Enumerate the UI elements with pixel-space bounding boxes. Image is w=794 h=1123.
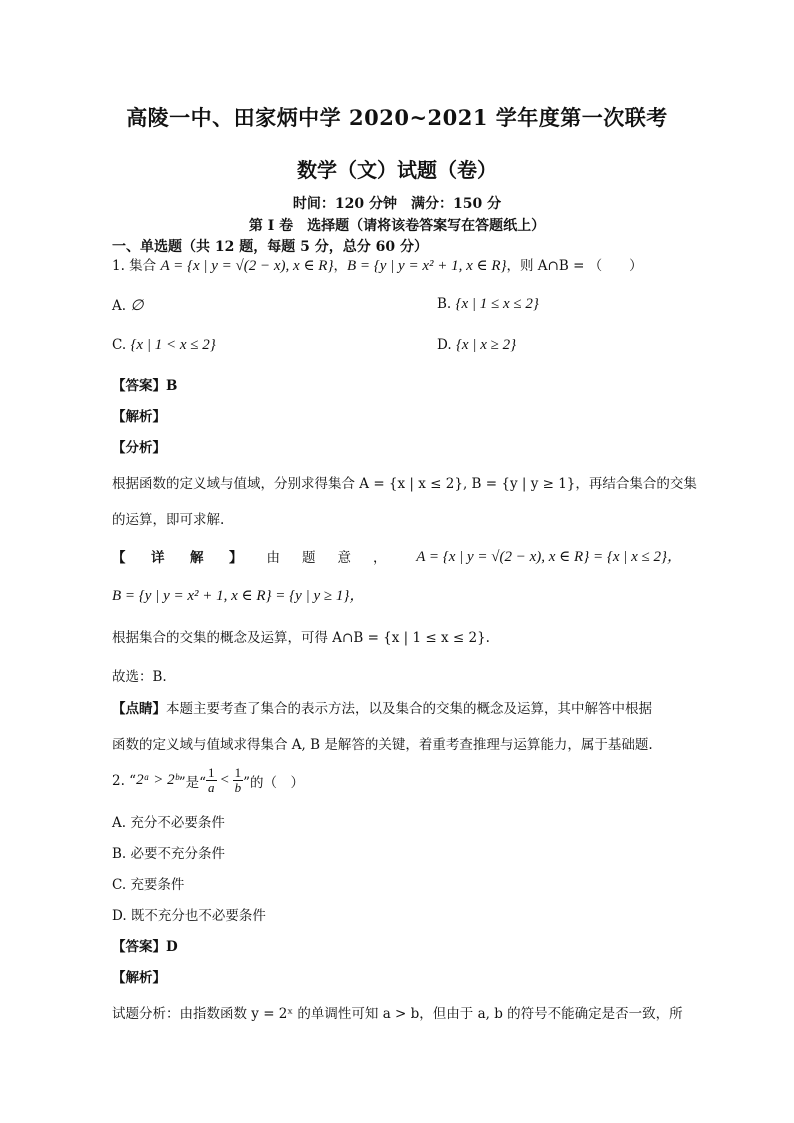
q2-condition-1: 2ᵃ > 2ᵇ (136, 772, 179, 788)
q1-option-d: D. {x | x ≥ 2} (437, 337, 517, 353)
q1-option-c: C. {x | 1 < x ≤ 2} (112, 337, 216, 353)
q2-option-b: B. 必要不充分条件 (112, 846, 226, 862)
q1-set-a: A = {x | y = √(2 − x), x ∈ R} (160, 258, 334, 274)
q2-analysis-line-1: 试题分析：由指数函数 y = 2ˣ 的单调性可知 a > b，但由于 a, b 的符号不能确定是否一致，所 (112, 1006, 683, 1022)
q2-analysis-tag: 【解析】 (112, 970, 166, 986)
q1-fenxi-line-2: 的运算，即可求解. (112, 512, 225, 528)
q1-detail-line-3: 根据集合的交集的概念及运算，可得 A∩B = {x | 1 ≤ x ≤ 2}. (112, 630, 490, 646)
q1-answer: 【答案】B (112, 378, 178, 394)
q1-choose: 故选：B. (112, 669, 167, 685)
exam-title: 高陵一中、田家炳中学 2020~2021 学年度第一次联考 (126, 105, 668, 130)
q2-option-d: D. 既不充分也不必要条件 (112, 908, 266, 924)
q1-fenxi-line-1: 根据函数的定义域与值域，分别求得集合 A = {x | x ≤ 2}, B = {y | y ≥ 1}，再结合集合的交集 (112, 476, 697, 492)
q1-detail-line-2: B = {y | y = x² + 1, x ∈ R} = {y | y ≥ 1}， (112, 588, 365, 604)
q1-fenxi-tag: 【分析】 (112, 440, 166, 456)
q1-detail-line-1: 【 详 解 】 由 题 意 ， A = {x | y = √(2 − x), x ∈ R} = {x | x ≤ 2}， (112, 545, 682, 566)
q1-set-b: B = {y | y = x² + 1, x ∈ R} (346, 258, 507, 274)
q1-option-a: A. ∅ (112, 298, 144, 314)
q1-analysis-tag: 【解析】 (112, 409, 166, 425)
q2-stem: 2. “ 2ᵃ > 2ᵇ ”是“ $\frac{1}{a}$ < $\frac{1}{b}$ ”的（ ） (112, 765, 305, 795)
q1-stem: 1. 集合 A = {x | y = √(2 − x), x ∈ R}，B = {y | y = x² + 1, x ∈ R}，则 A∩B = （ ） (112, 258, 643, 274)
exam-subtitle: 数学（文）试题（卷） (297, 158, 497, 182)
exam-score: 满分：150 分 (411, 196, 502, 212)
q1-detail-math: A = {x | y = √(2 − x), x ∈ R} = {x | x ≤ 2}， (416, 549, 682, 565)
q2-option-c: C. 充要条件 (112, 877, 185, 893)
q1-option-b: B. {x | 1 ≤ x ≤ 2} (437, 296, 539, 312)
section-heading: 一、单选题（共 12 题，每题 5 分，总分 60 分） (112, 239, 428, 255)
exam-time: 时间：120 分钟 (292, 196, 397, 212)
q1-dianjing-line-2: 函数的定义域与值域求得集合 A, B 是解答的关键，着重考查推理与运算能力，属于基础题. (112, 737, 653, 753)
q2-option-a: A. 充分不必要条件 (112, 815, 225, 831)
part-heading: 第 I 卷 选择题（请将该卷答案写在答题纸上） (248, 218, 546, 234)
q1-dianjing-line-1: 【点睛】本题主要考查了集合的表示方法，以及集合的交集的概念及运算，其中解答中根据 (112, 701, 652, 717)
q2-fraction-a: $\frac{1}{a}$ (208, 765, 215, 795)
q2-fraction-b: $\frac{1}{b}$ (234, 765, 242, 795)
q2-answer: 【答案】D (112, 939, 178, 955)
exam-meta (112, 193, 682, 213)
